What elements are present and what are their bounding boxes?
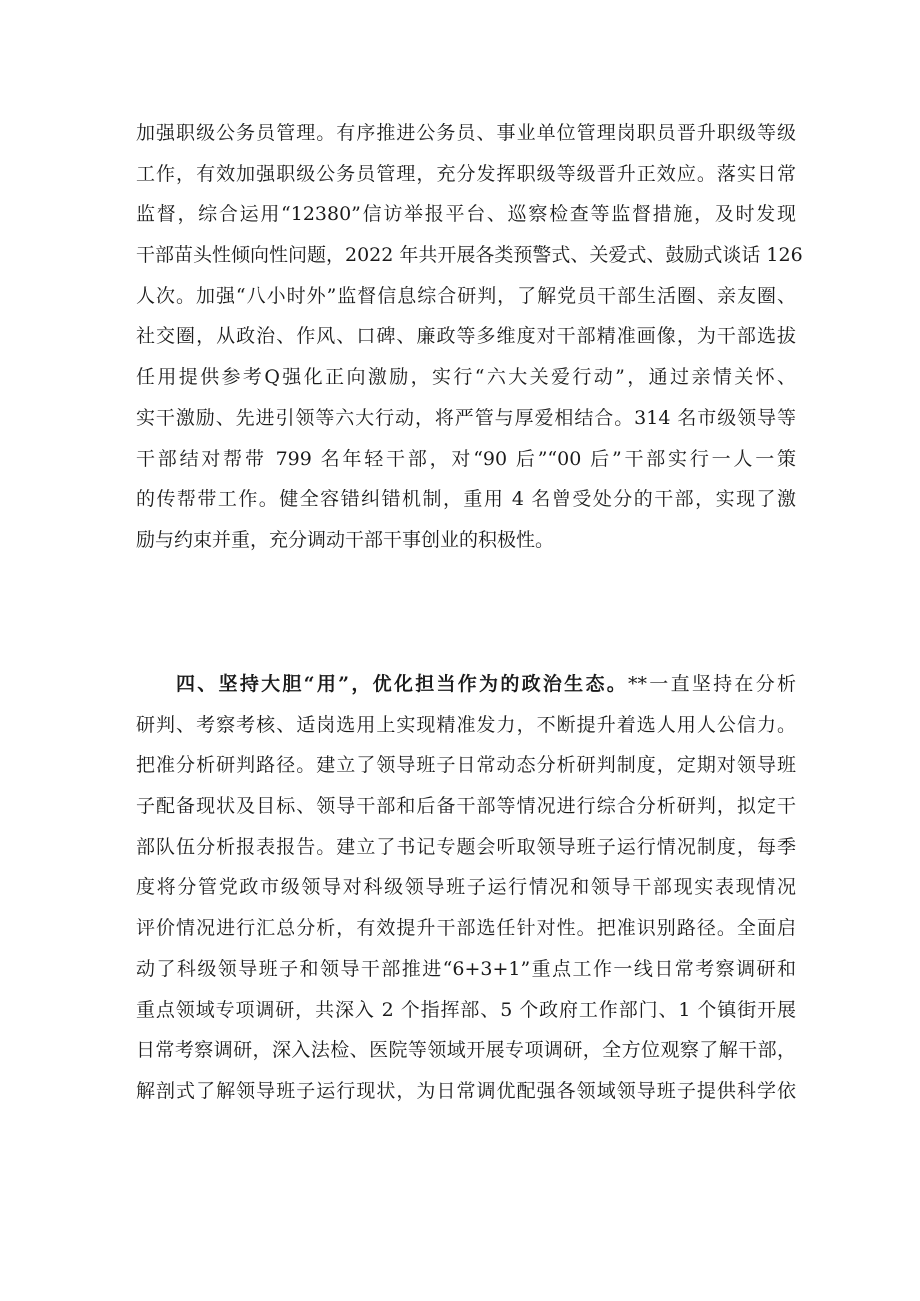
text-line: 评价情况进行汇总分析，有效提升干部选任针对性。把准识别路径。全面启 (136, 917, 796, 940)
text-line: 把准分析研判路径。建立了领导班子日常动态分析研判制度，定期对领导班 (136, 754, 796, 777)
text-line: 人次。加强“八小时外”监督信息综合研判，了解党员干部生活圈、亲友圈、 (136, 284, 796, 307)
section-heading: 四、坚持大胆“用”，优化担当作为的政治生态。 (176, 673, 629, 695)
text-line: 研判、考察考核、适岗选用上实现精准发力，不断提升着选人用人公信力。 (136, 713, 796, 736)
text-line: 的传帮带工作。健全容错纠错机制，重用 4 名曾受处分的干部，实现了激 (136, 488, 796, 511)
text-line: 实干激励、先进引领等六大行动，将严管与厚爱相结合。314 名市级领导等 (136, 406, 796, 429)
text-line: 干部结对帮带 799 名年轻干部，对“90 后”“00 后”干部实行一人一策 (136, 447, 796, 470)
text-line: 子配备现状及目标、领导干部和后备干部等情况进行综合分析研判，拟定干 (136, 795, 796, 818)
text-line: 监督，综合运用“12380”信访举报平台、巡察检查等监督措施，及时发现 (136, 203, 796, 226)
text-line: 社交圈，从政治、作风、口碑、廉政等多维度对干部精准画像，为干部选拔 (136, 325, 796, 348)
section-heading-line (136, 664, 796, 705)
text-line: 干部苗头性倾向性问题，2022 年共开展各类预警式、关爱式、鼓励式谈话 126 (136, 244, 803, 267)
text-line: 任用提供参考Q强化正向激励，实行“六大关爱行动”，通过亲情关怀、 (136, 366, 796, 389)
paragraph-supervision (136, 113, 803, 561)
text-line: 励与约束并重，充分调动干部干事创业的积极性。 (136, 528, 555, 551)
text-line: 重点领域专项调研，共深入 2 个指挥部、5 个政府工作部门、1 个镇街开展 (136, 998, 796, 1021)
text-line: 动了科级领导班子和领导干部推进“6+3+1”重点工作一线日常考察调研和 (136, 957, 796, 980)
text-line: 工作，有效加强职级公务员管理，充分发挥职级等级晋升正效应。落实日常 (136, 162, 796, 185)
text-line: 解剖式了解领导班子运行现状，为日常调优配强各领域领导班子提供科学依 (136, 1079, 796, 1102)
text-line: 部队伍分析报表报告。建立了书记专题会听取领导班子运行情况制度，每季 (136, 835, 796, 858)
text-line: 度将分管党政市级领导对科级领导班子运行情况和领导干部现实表现情况 (136, 876, 796, 899)
text-line: 日常考察调研，深入法检、医院等领域开展专项调研，全方位观察了解干部， (136, 1039, 796, 1062)
text-line-continuation: **一直坚持在分析 (628, 673, 796, 695)
text-line: 加强职级公务员管理。有序推进公务员、事业单位管理岗职员晋升职级等级 (136, 122, 796, 144)
paragraph-section-four (136, 664, 796, 1112)
